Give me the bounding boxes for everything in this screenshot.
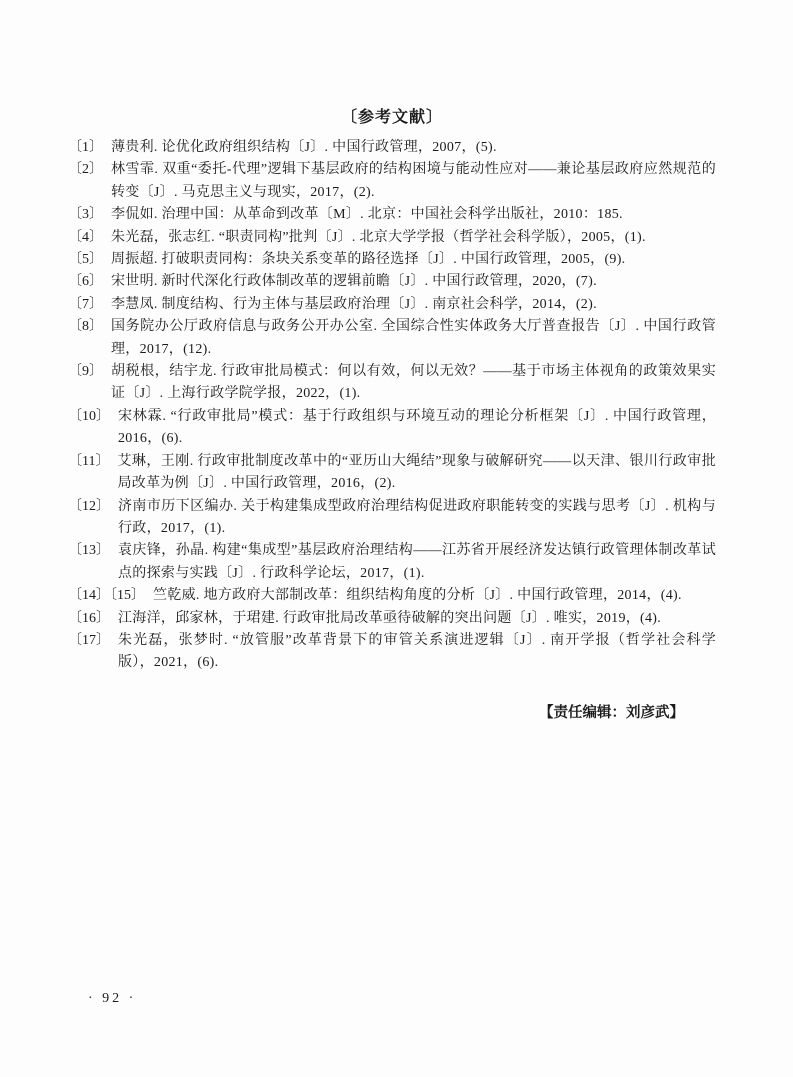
reference-text: 江海洋，邱家林，于珺建. 行政审批局改革亟待破解的突出问题〔J〕. 唯实，2019，(4).	[118, 610, 662, 626]
reference-item	[68, 608, 716, 630]
reference-text: 竺乾威. 地方政府大部制改革：组织结构角度的分析〔J〕. 中国行政管理，2014，(4).	[153, 588, 682, 604]
reference-label: 〔10〕	[68, 408, 110, 424]
reference-label: 〔1〕	[68, 140, 103, 155]
editor-note: 【责任编辑：刘彦武】	[539, 704, 684, 721]
reference-label: 〔5〕	[68, 252, 103, 268]
reference-label: 〔13〕	[68, 543, 110, 559]
reference-label: 〔9〕	[68, 364, 103, 380]
reference-text: 李慧凤. 制度结构、行为主体与基层政府治理〔J〕. 南京社会科学，2014，(2).	[111, 296, 597, 312]
references-heading: 〔参考文献〕	[340, 109, 443, 126]
reference-label: 〔16〕	[68, 610, 110, 626]
reference-text: 艾琳，王刚. 行政审批制度改革中的“亚历山大绳结”现象与破解研究——以天津、银川行政审批局改革为例〔J〕. 中国行政管理，2016，(2).	[117, 453, 716, 492]
reference-label: 〔11〕	[68, 453, 110, 469]
reference-item	[68, 137, 716, 159]
reference-label: 〔17〕	[68, 632, 110, 648]
reference-item	[68, 316, 716, 361]
reference-item	[68, 271, 716, 293]
reference-item	[68, 204, 716, 226]
reference-text: 朱光磊，张志红. “职责同构”批判〔J〕. 北京大学学报（哲学社会科学版），2005，(1).	[111, 229, 646, 245]
reference-item	[68, 294, 716, 316]
reference-item	[68, 540, 716, 585]
reference-text: 朱光磊，张梦时. “放管服”改革背景下的审管关系演进逻辑〔J〕. 南开学报（哲学社会科学版），2021，(6).	[118, 632, 716, 671]
reference-item	[68, 496, 716, 541]
reference-label: 〔14〕〔15〕	[68, 588, 145, 604]
reference-item	[68, 451, 716, 496]
reference-text: 林雪霏. 双重“委托-代理”逻辑下基层政府的结构困境与能动性应对——兼论基层政府应然规范的转变〔J〕. 马克思主义与现实，2017，(2).	[111, 162, 716, 200]
reference-text: 宋世明. 新时代深化行政体制改革的逻辑前瞻〔J〕. 中国行政管理，2020，(7).	[111, 274, 597, 290]
reference-item	[68, 585, 716, 607]
reference-label: 〔6〕	[68, 274, 103, 290]
reference-label: 〔4〕	[68, 229, 103, 245]
reference-item	[68, 249, 716, 271]
reference-text: 袁庆锋，孙晶. 构建“集成型”基层政府治理结构——江苏省开展经济发达镇行政管理体制改革试点的探索与实践〔J〕. 行政科学论坛，2017，(1).	[118, 543, 716, 581]
reference-text: 济南市历下区编办. 关于构建集成型政府治理结构促进政府职能转变的实践与思考〔J〕. 机构与行政，2017，(1).	[118, 498, 716, 536]
reference-item	[68, 406, 716, 451]
reference-item	[68, 227, 716, 249]
reference-item	[68, 630, 716, 675]
reference-text: 周振超. 打破职责同构：条块关系变革的路径选择〔J〕. 中国行政管理，2005，(9).	[111, 252, 626, 268]
reference-text: 国务院办公厅政府信息与政务公开办公室. 全国综合性实体政务大厅普查报告〔J〕. 中国行政管理，2017，(12).	[111, 319, 716, 357]
reference-list	[68, 137, 716, 675]
reference-label: 〔3〕	[68, 207, 103, 223]
references-section	[68, 104, 716, 722]
reference-label: 〔12〕	[68, 498, 110, 514]
reference-text: 李侃如. 治理中国：从革命到改革〔M〕. 北京：中国社会科学出版社，2010：185.	[111, 207, 623, 223]
reference-label: 〔8〕	[68, 319, 103, 335]
reference-item	[68, 159, 716, 204]
reference-item	[68, 361, 716, 406]
reference-label: 〔7〕	[68, 296, 103, 312]
reference-text: 胡税根，结宇龙. 行政审批局模式：何以有效，何以无效？——基于市场主体视角的政策效果实证〔J〕. 上海行政学院学报，2022，(1).	[111, 364, 716, 402]
reference-text: 宋林霖. “行政审批局”模式：基于行政组织与环境互动的理论分析框架〔J〕. 中国行政管理，2016，(6).	[118, 408, 716, 447]
page-number: · 92 ·	[88, 991, 137, 1006]
reference-text: 薄贵利. 论优化政府组织结构〔J〕. 中国行政管理，2007，(5).	[111, 140, 497, 155]
reference-label: 〔2〕	[68, 162, 103, 178]
